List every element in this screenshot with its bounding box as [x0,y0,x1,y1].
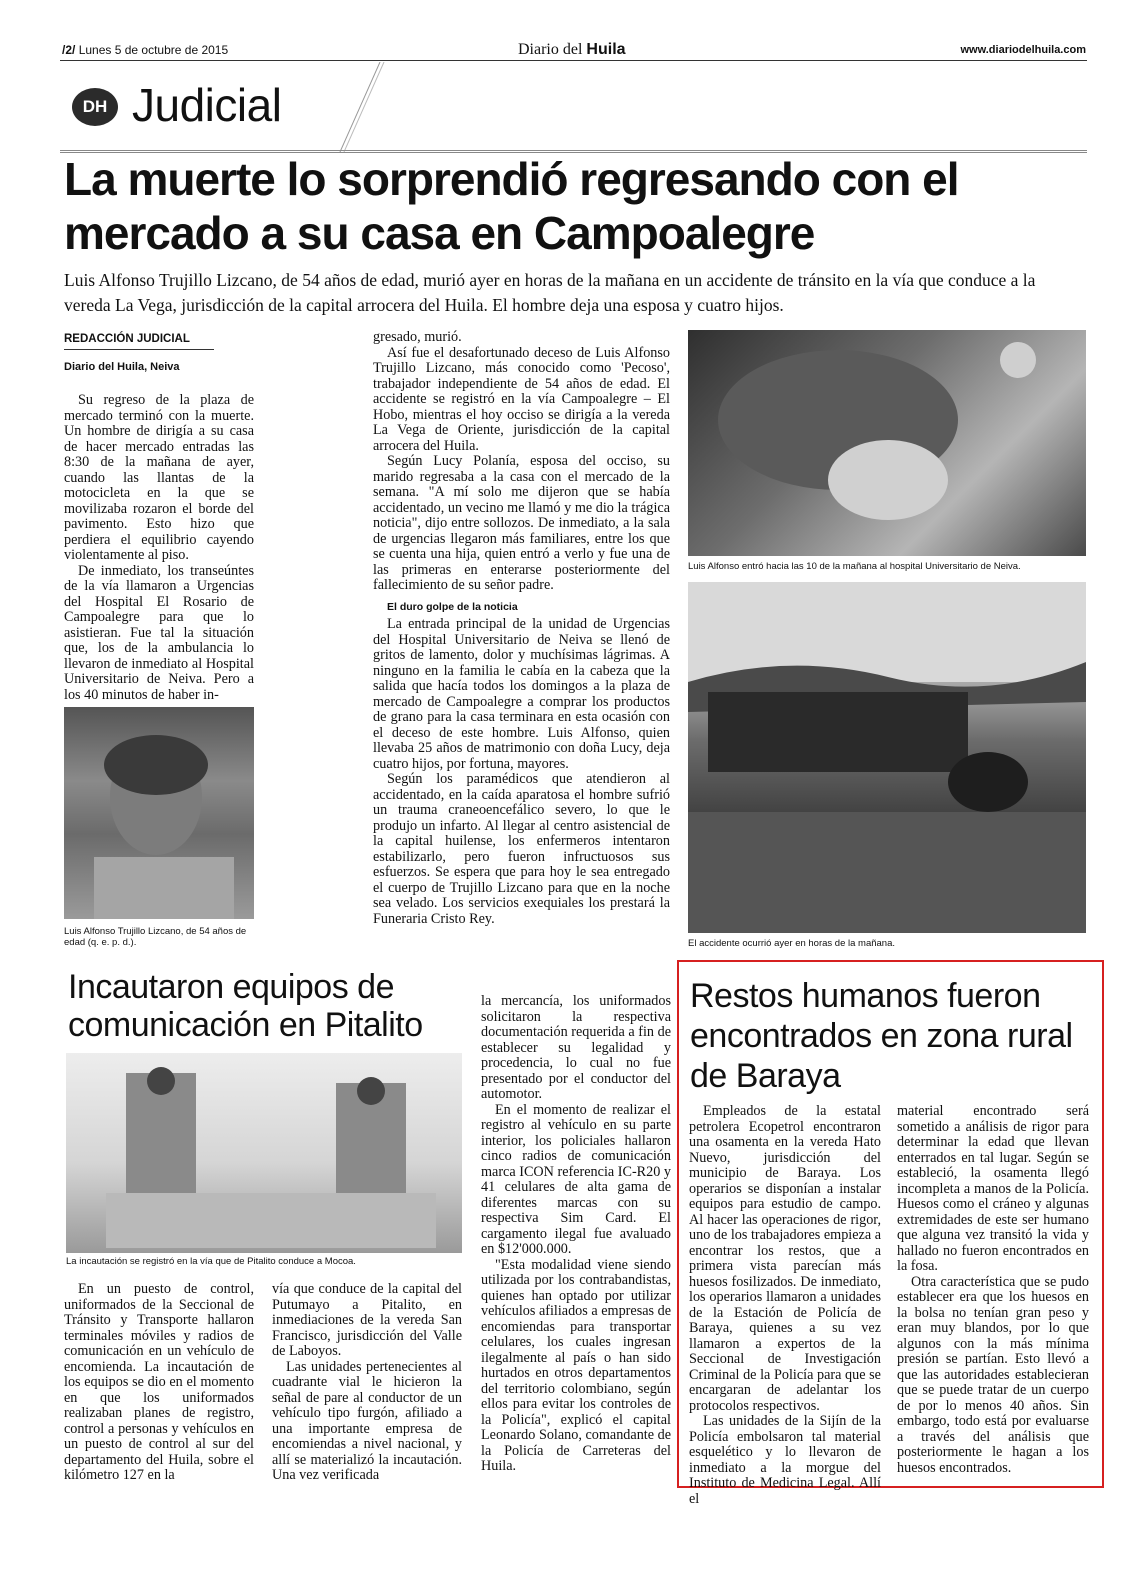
main-headline: La muerte lo sorprendió regresando con el mercado a su casa en Campoalegre [64,153,959,259]
paragraph: Su regreso de la plaza de mercado terminó con la muerte. Un hombre de dirigía a su casa de hacer mercado entradas las 8:30 de la mañana de ayer, cuando las llantas de la motocicleta en la que se movilizaba rozaron el borde del pavimento. Esto hizo que perdiera el equilibrio cayendo violentamente al piso. [64,392,254,563]
paragraph: Las unidades de la Sijín de la Policía embolsaron tal material esquelético y lo llevaron de inmediato a la morgue del Instituto de Medicina Legal. Allí el [689,1413,881,1507]
seizure-photo [66,1053,462,1253]
story3-headline: Restos humanos fueron encontrados en zona rural de Baraya [690,977,1073,1095]
paragraph: De inmediato, los transeúntes de la vía llamaron a Urgencias del Hospital El Rosario de Campoalegre para que lo asistieran. Fue tal la situación que, los de la ambulancia lo llevaron de inmediato al Hospital Universitario de Neiva. Pero a los 40 minutos de haber in- [64,562,254,703]
paragraph: material encontrado será sometido a análisis de rigor para determinar la edad que llevan enterrados en tal lugar. Según se estableció, la osamenta llegó incompleta a manos de la Policía. Huesos como el cráneo y algunas extremidades de este ser humano que alguna vez transitó la vida y hallado no fueron encontrados en la fosa. [897,1103,1089,1274]
story2-col-1 [64,1282,254,1484]
paragraph: Según Lucy Polanía, esposa del occiso, su marido regresaba a la casa con el mercado de la semana. "A mí solo me dijeron que se había accidentado, un vecino me llamó y me dio la trágica noticia", dijo entre sollozos. De inmediato, a la sala de urgencias llegaron más familiares, entre los que se cuenta una hija, quien entró a verlo y fue una de las primeras en enterarse posteriormente del fallecimiento de su señor padre. [373,453,670,593]
section-title: Judicial [132,79,282,131]
paragraph: la mercancía, los uniformados solicitaron la respectiva documentación requerida a fin de establecer su legalidad y procedencia, lo cual no fue presentado por el conductor del automotor. [481,993,671,1102]
paragraph: En un puesto de control, uniformados de la Seccional de Tránsito y Transporte hallaron terminales móviles y radios de comunicación en un vehículo de encomienda. La incautación de los equipos se dio en el momento en que los uniformados realizaban planes de registro, control a personas y vehículos en un puesto de control al sur del departamento del Huila, sobre el kilómetro 127 en la [64,1281,254,1483]
accident-caption: El accidente ocurrió ayer en horas de la mañana. [688,938,896,949]
dateline: Diario del Huila, Neiva [64,361,180,373]
paragraph: Según los paramédicos que atendieron al accidentado, en la caída aparatosa el hombre sufrió un trauma craneoencefálico severo, lo que le produjo un infarto. Al llegar al centro asistencial de la capital huilense, los enfermeros intentaron estabilizarlo, pero fueron infructuosos sus esfuerzos. Se espera que para hoy le sea entregado el cuerpo de Trujillo Lizcano para que en la noche sea velado. Los servicios exequiales los prestará la Funeraria Cristo Rey. [373,771,670,927]
page-date-line [62,43,228,57]
page-number: /2/ [62,43,76,57]
story3-col-1 [689,1104,881,1507]
website-url: www.diariodelhuila.com [960,44,1086,56]
header-rule [60,60,1087,61]
decorative-slash [330,62,390,152]
issue-date: Lunes 5 de octubre de 2015 [78,43,229,57]
paragraph: Otra característica que se pudo establecer era que los huesos en la bolsa no tenían gran peso y eran muy blandos, por lo que algunos con la más mínima presión se partían. Esto llevó a que las autoridades establecieran que se puede tratar de un cuerpo de por lo menos 40 años. Sin embargo, todo está por evaluarse a través del análisis que posteriormente le hagan a los huesos encontrados. [897,1273,1089,1476]
masthead [518,41,626,59]
masthead-b: Huila [586,41,626,58]
subhead: El duro golpe de la noticia [387,600,518,613]
paragraph: "Esta modalidad viene siendo utilizada por los contrabandistas, quienes han optado por utilizar vehículos afiliados a empresas de encomiendas para transportar celulares, los cuales ingresan ilegalmente al país o han sido hurtados en otros departamentos del territorio colombiano, según ellos para evitar los controles de la Policía", explicó el capital Leonardo Solano, comandante de la Policía de Carreteras del Huila. [481,1256,671,1474]
paragraph: En el momento de realizar el registro al vehículo en su parte interior, los policiales hallaron cinco radios de comunicación marca ICON referencia IC-R20 y 41 celulares de alta gama de diferentes marcas con su respectiva Sim Card. El cargamento ilegal fue avaluado en $12'000.000. [481,1101,671,1257]
portrait-caption: Luis Alfonso Trujillo Lizcano, de 54 años de edad (q. e. p. d.). [64,926,247,948]
story2-col-3 [481,994,671,1475]
paragraph: vía que conduce de la capital del Putumayo a Pitalito, en inmediaciones de la vereda San Francisco, jurisdicción del Valle de Laboyos. [272,1281,462,1359]
byline: REDACCIÓN JUDICIAL [64,333,214,350]
main-col-2 [373,330,670,927]
hospital-photo [688,330,1086,556]
paragraph: Empleados de la estatal petrolera Ecopetrol encontraron una osamenta en la vereda Hato Nuevo, jurisdicción del municipio de Baraya. Los operarios se disponían a instalar equipos para estudio de campo. Al hacer las operaciones de rigor, uno de los trabajadores empieza a encontrar los restos, que a primera vista parecían más huesos fosilizados. De inmediato, los operarios llamaron a unidades de la Estación de Policía de Baraya, quienes a su vez llamaron a expertos de la Seccional de Investigación Criminal de la Policía para que se encargaran de adelantar los protocolos respectivos. [689,1103,881,1414]
hospital-caption: Luis Alfonso entró hacia las 10 de la mañana al hospital Universitario de Neiva. [688,561,1021,572]
story3-col-2 [897,1104,1089,1476]
masthead-a: Diario del [518,41,587,58]
section-logo: DH [72,88,118,126]
portrait-photo [64,707,254,919]
paragraph: Así fue el desafortunado deceso de Luis Alfonso Trujillo Lizcano, más conocido como 'Pecoso', trabajador independiente de 54 años de edad. El accidente se registró en la vía Campoalegre – El Hobo, mientras el hoy occiso se dirigía a la vereda La Vega de Oriente, jurisdicción de la capital arrocera del Huila. [373,344,670,454]
story2-col-2 [272,1282,462,1484]
main-lead: Luis Alfonso Trujillo Lizcano, de 54 años de edad, murió ayer en horas de la mañana en un accidente de tránsito en la vía que conduce a la vereda La Vega, jurisdicción de la capital arrocera del Huila. El hombre deja una esposa y cuatro hijos. [64,270,1036,315]
paragraph: La entrada principal de la unidad de Urgencias del Hospital Universitario de Neiva se llenó de gritos de lamento, dolor y muchísimas lágrimas. A ninguno en la familia le cabía en la cabeza que la salida que hacía todos los domingos a la plaza de mercado de Campoalegre a comprar los productos de grano para la casa terminara en esta ocasión con el deceso de este hombre. Luis Alfonso, quien llevaba 25 años de matrimonio con doña Lucy, deja cuatro hijos, por fortuna, mayores. [373,616,670,772]
main-col-1 [64,393,254,703]
accident-photo [688,582,1086,933]
seizure-caption: La incautación se registró en la vía que de Pitalito conduce a Mocoa. [66,1256,356,1267]
story2-headline: Incautaron equipos de comunicación en Pitalito [68,968,423,1044]
paragraph: gresado, murió. [373,329,462,345]
paragraph: Las unidades pertenecientes al cuadrante vial le hicieron la señal de pare al conductor de un vehículo tipo furgón, afiliado a una importante empresa de encomiendas a nivel nacional, y allí se materializó la incautación. Una vez verificada [272,1358,462,1483]
